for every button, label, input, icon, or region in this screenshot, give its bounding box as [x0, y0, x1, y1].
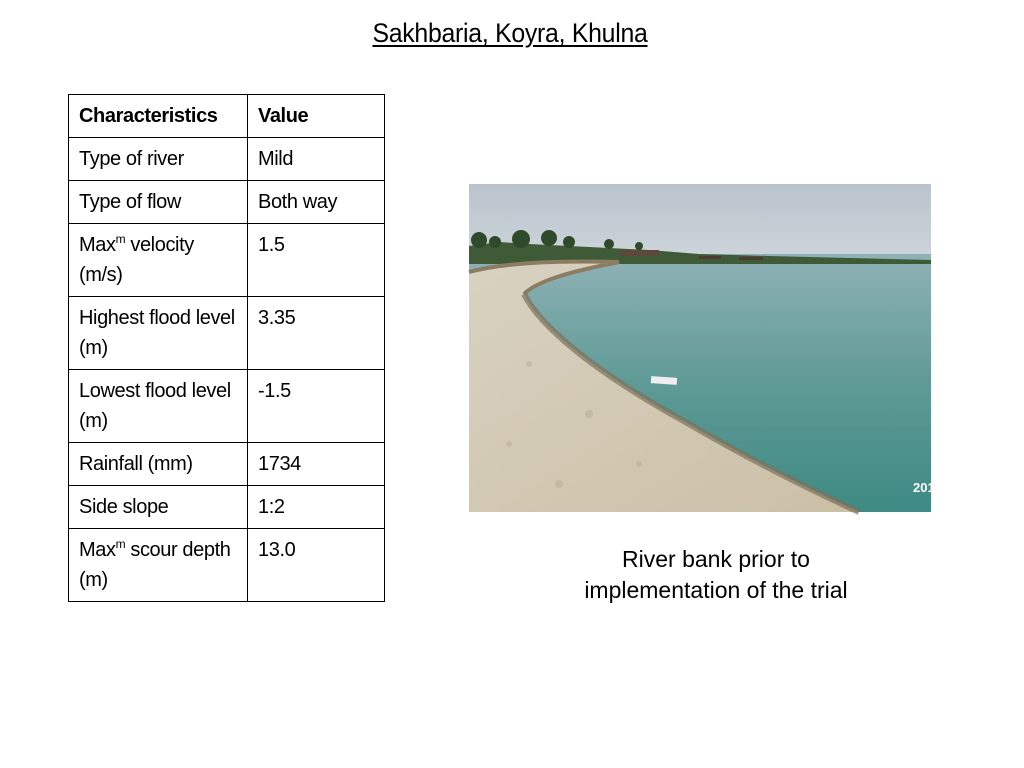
table-row — [69, 370, 385, 443]
table-header-row — [69, 95, 385, 138]
label-superscript: m — [115, 537, 126, 551]
row-value: 3.35 — [248, 297, 385, 370]
row-value: 13.0 — [248, 529, 385, 602]
table-row — [69, 297, 385, 370]
row-label: Type of river — [69, 138, 248, 181]
row-label — [69, 529, 248, 602]
table-row — [69, 529, 385, 602]
table-row — [69, 138, 385, 181]
label-suffix: scour depth (m) — [79, 539, 231, 591]
row-label — [69, 224, 248, 297]
river-bank-photo — [469, 184, 935, 512]
row-value: 1.5 — [248, 224, 385, 297]
label-suffix: velocity (m/s) — [79, 234, 194, 286]
row-value: -1.5 — [248, 370, 385, 443]
row-value: Both way — [248, 181, 385, 224]
label-prefix: Max — [79, 234, 116, 256]
photo-caption: River bank prior to implementation of the trial — [584, 546, 848, 603]
header-value: Value — [248, 95, 385, 138]
photo-date-stamp: 201 — [913, 480, 935, 495]
header-characteristics: Characteristics — [69, 95, 248, 138]
table-row — [69, 443, 385, 486]
label-prefix: Max — [79, 539, 116, 561]
characteristics-table — [68, 94, 385, 602]
row-label: Type of flow — [69, 181, 248, 224]
table-row — [69, 181, 385, 224]
slide-title: Sakhbaria, Koyra, Khulna — [372, 18, 648, 48]
row-label: Rainfall (mm) — [69, 443, 248, 486]
row-value: 1:2 — [248, 486, 385, 529]
row-value: 1734 — [248, 443, 385, 486]
row-label: Side slope — [69, 486, 248, 529]
table-row — [69, 224, 385, 297]
row-label: Lowest flood level (m) — [69, 370, 248, 443]
table-row — [69, 486, 385, 529]
label-superscript: m — [115, 232, 126, 246]
row-value: Mild — [248, 138, 385, 181]
row-label: Highest flood level (m) — [69, 297, 248, 370]
